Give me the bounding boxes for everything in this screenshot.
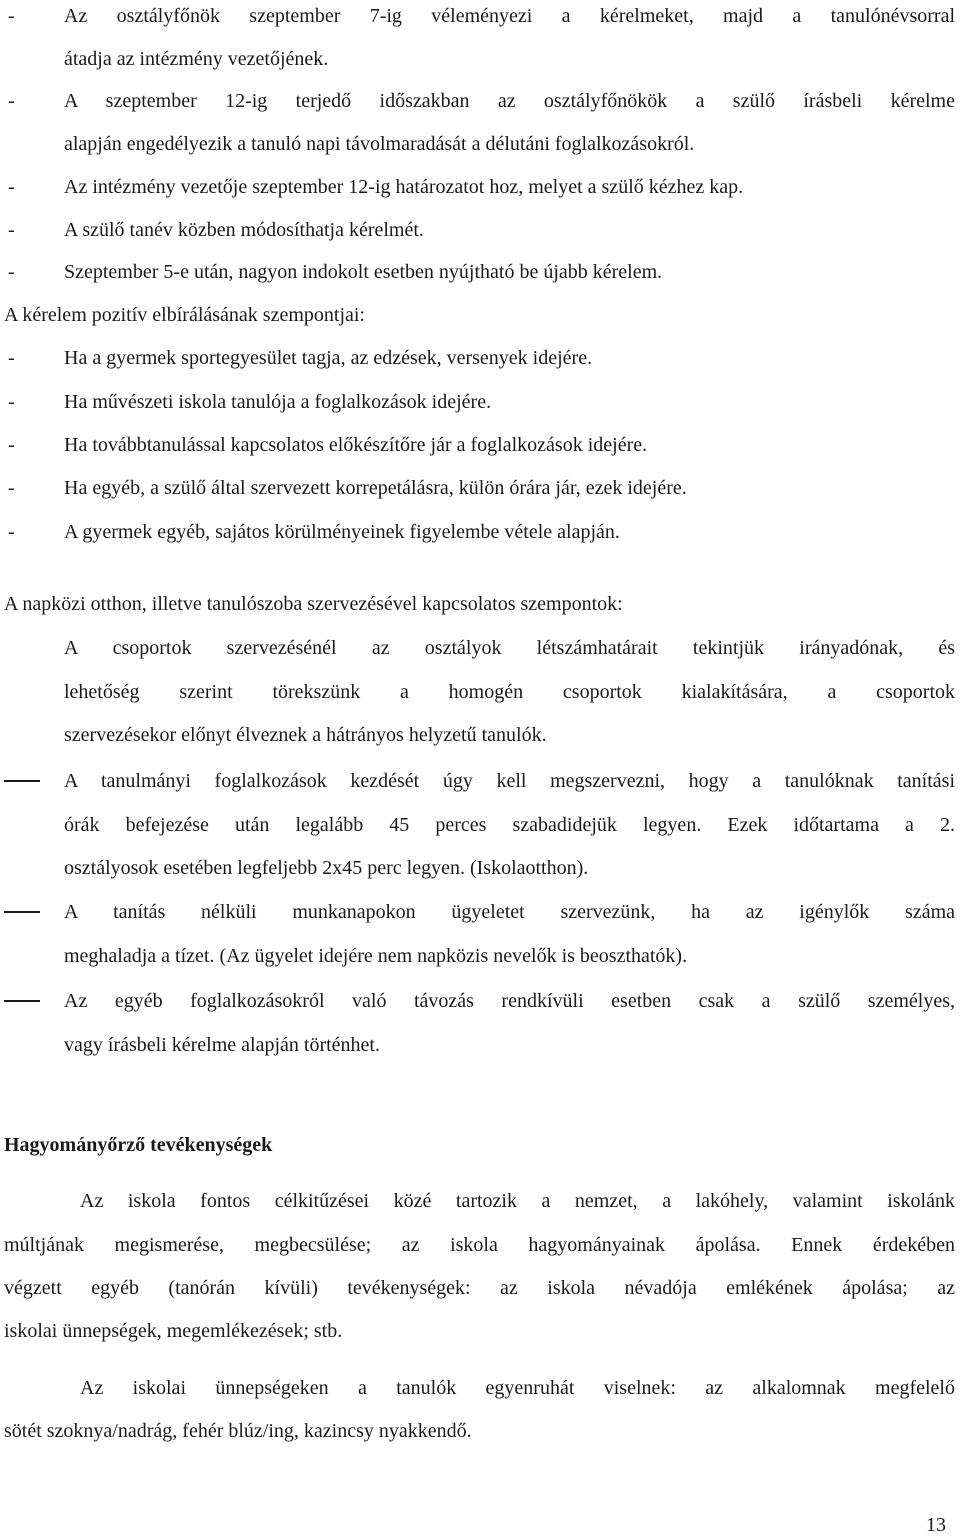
paragraph-line: sötét szoknya/nadrág, fehér blúz/ing, kazincsy nyakkendő. xyxy=(4,1420,472,1442)
list-item-continuation: átadja az intézmény vezetőjének. xyxy=(64,48,329,70)
list-item: Az osztályfőnök szeptember 7-ig véleményezi a kérelmeket, majd a tanulónévsorral xyxy=(64,5,955,27)
criteria-item: A gyermek egyéb, sajátos körülményeinek figyelembe vétele alapján. xyxy=(64,521,620,543)
list-item-continuation: alapján engedélyezik a tanuló napi távolmaradását a délutáni foglalkozásokról. xyxy=(64,133,695,155)
page-number: 13 xyxy=(926,1514,946,1536)
napkozi-paragraph-line: lehetőség szerint törekszünk a homogén csoportok kialakítására, a csoportok xyxy=(64,681,955,703)
napkozi-item-continuation: osztályosok esetében legfeljebb 2x45 perc legyen. (Iskolaotthon). xyxy=(64,857,589,879)
list-item: A szülő tanév közben módosíthatja kérelmét. xyxy=(64,219,424,241)
napkozi-item: A tanulmányi foglalkozások kezdését úgy kell megszervezni, hogy a tanulóknak tanítási xyxy=(64,770,955,792)
dash-bullet xyxy=(4,1000,40,1002)
napkozi-paragraph-line: A csoportok szervezésénél az osztályok létszámhatárait tekintjük irányadónak, és xyxy=(64,637,955,659)
list-item: Az intézmény vezetője szeptember 12-ig határozatot hoz, melyet a szülő kézhez kap. xyxy=(64,176,744,198)
list-marker: - xyxy=(8,176,15,198)
paragraph-line: végzett egyéb (tanórán kívüli) tevékenységek: az iskola névadója emlékének ápolása; az xyxy=(4,1277,955,1299)
criteria-intro: A kérelem pozitív elbírálásának szempontjai: xyxy=(4,304,365,326)
list-marker: - xyxy=(8,391,15,413)
paragraph-line: múltjának megismerése, megbecsülése; az iskola hagyományainak ápolása. Ennek érdekében xyxy=(4,1234,955,1256)
paragraph-line: iskolai ünnepségek, megemlékezések; stb. xyxy=(4,1320,343,1342)
napkozi-item-continuation: meghaladja a tízet. (Az ügyelet idejére nem napközis nevelők is beoszthatók). xyxy=(64,945,688,967)
dash-bullet xyxy=(4,911,40,913)
section-heading: Hagyományőrző tevékenységek xyxy=(4,1134,273,1156)
napkozi-paragraph-line: szervezésekor előnyt élveznek a hátrányos helyzetű tanulók. xyxy=(64,724,547,746)
dash-bullet xyxy=(4,780,40,782)
list-marker: - xyxy=(8,261,15,283)
list-marker: - xyxy=(8,5,15,27)
napkozi-item: Az egyéb foglalkozásokról való távozás rendkívüli esetben csak a szülő személyes, xyxy=(64,990,955,1012)
napkozi-item-continuation: vagy írásbeli kérelme alapján történhet. xyxy=(64,1034,380,1056)
list-marker: - xyxy=(8,521,15,543)
list-item: Szeptember 5-e után, nagyon indokolt esetben nyújtható be újabb kérelem. xyxy=(64,261,663,283)
criteria-item: Ha egyéb, a szülő által szervezett korrepetálásra, külön órára jár, ezek idejére. xyxy=(64,477,687,499)
criteria-item: Ha művészeti iskola tanulója a foglalkozások idejére. xyxy=(64,391,492,413)
paragraph-line: Az iskola fontos célkitűzései közé tartozik a nemzet, a lakóhely, valamint iskolánk xyxy=(80,1190,955,1212)
napkozi-item-continuation: órák befejezése után legalább 45 perces szabadidejük legyen. Ezek időtartama a 2. xyxy=(64,814,955,836)
list-item: A szeptember 12-ig terjedő időszakban az osztályfőnökök a szülő írásbeli kérelme xyxy=(64,90,955,112)
list-marker: - xyxy=(8,219,15,241)
list-marker: - xyxy=(8,347,15,369)
criteria-item: Ha a gyermek sportegyesület tagja, az edzések, versenyek idejére. xyxy=(64,347,593,369)
list-marker: - xyxy=(8,477,15,499)
criteria-item: Ha továbbtanulással kapcsolatos előkészítőre jár a foglalkozások idejére. xyxy=(64,434,648,456)
napkozi-intro: A napközi otthon, illetve tanulószoba szervezésével kapcsolatos szempontok: xyxy=(4,593,623,615)
list-marker: - xyxy=(8,90,15,112)
list-marker: - xyxy=(8,434,15,456)
napkozi-item: A tanítás nélküli munkanapokon ügyeletet szervezünk, ha az igénylők száma xyxy=(64,901,955,923)
paragraph-line: Az iskolai ünnepségeken a tanulók egyenruhát viselnek: az alkalomnak megfelelő xyxy=(80,1377,955,1399)
